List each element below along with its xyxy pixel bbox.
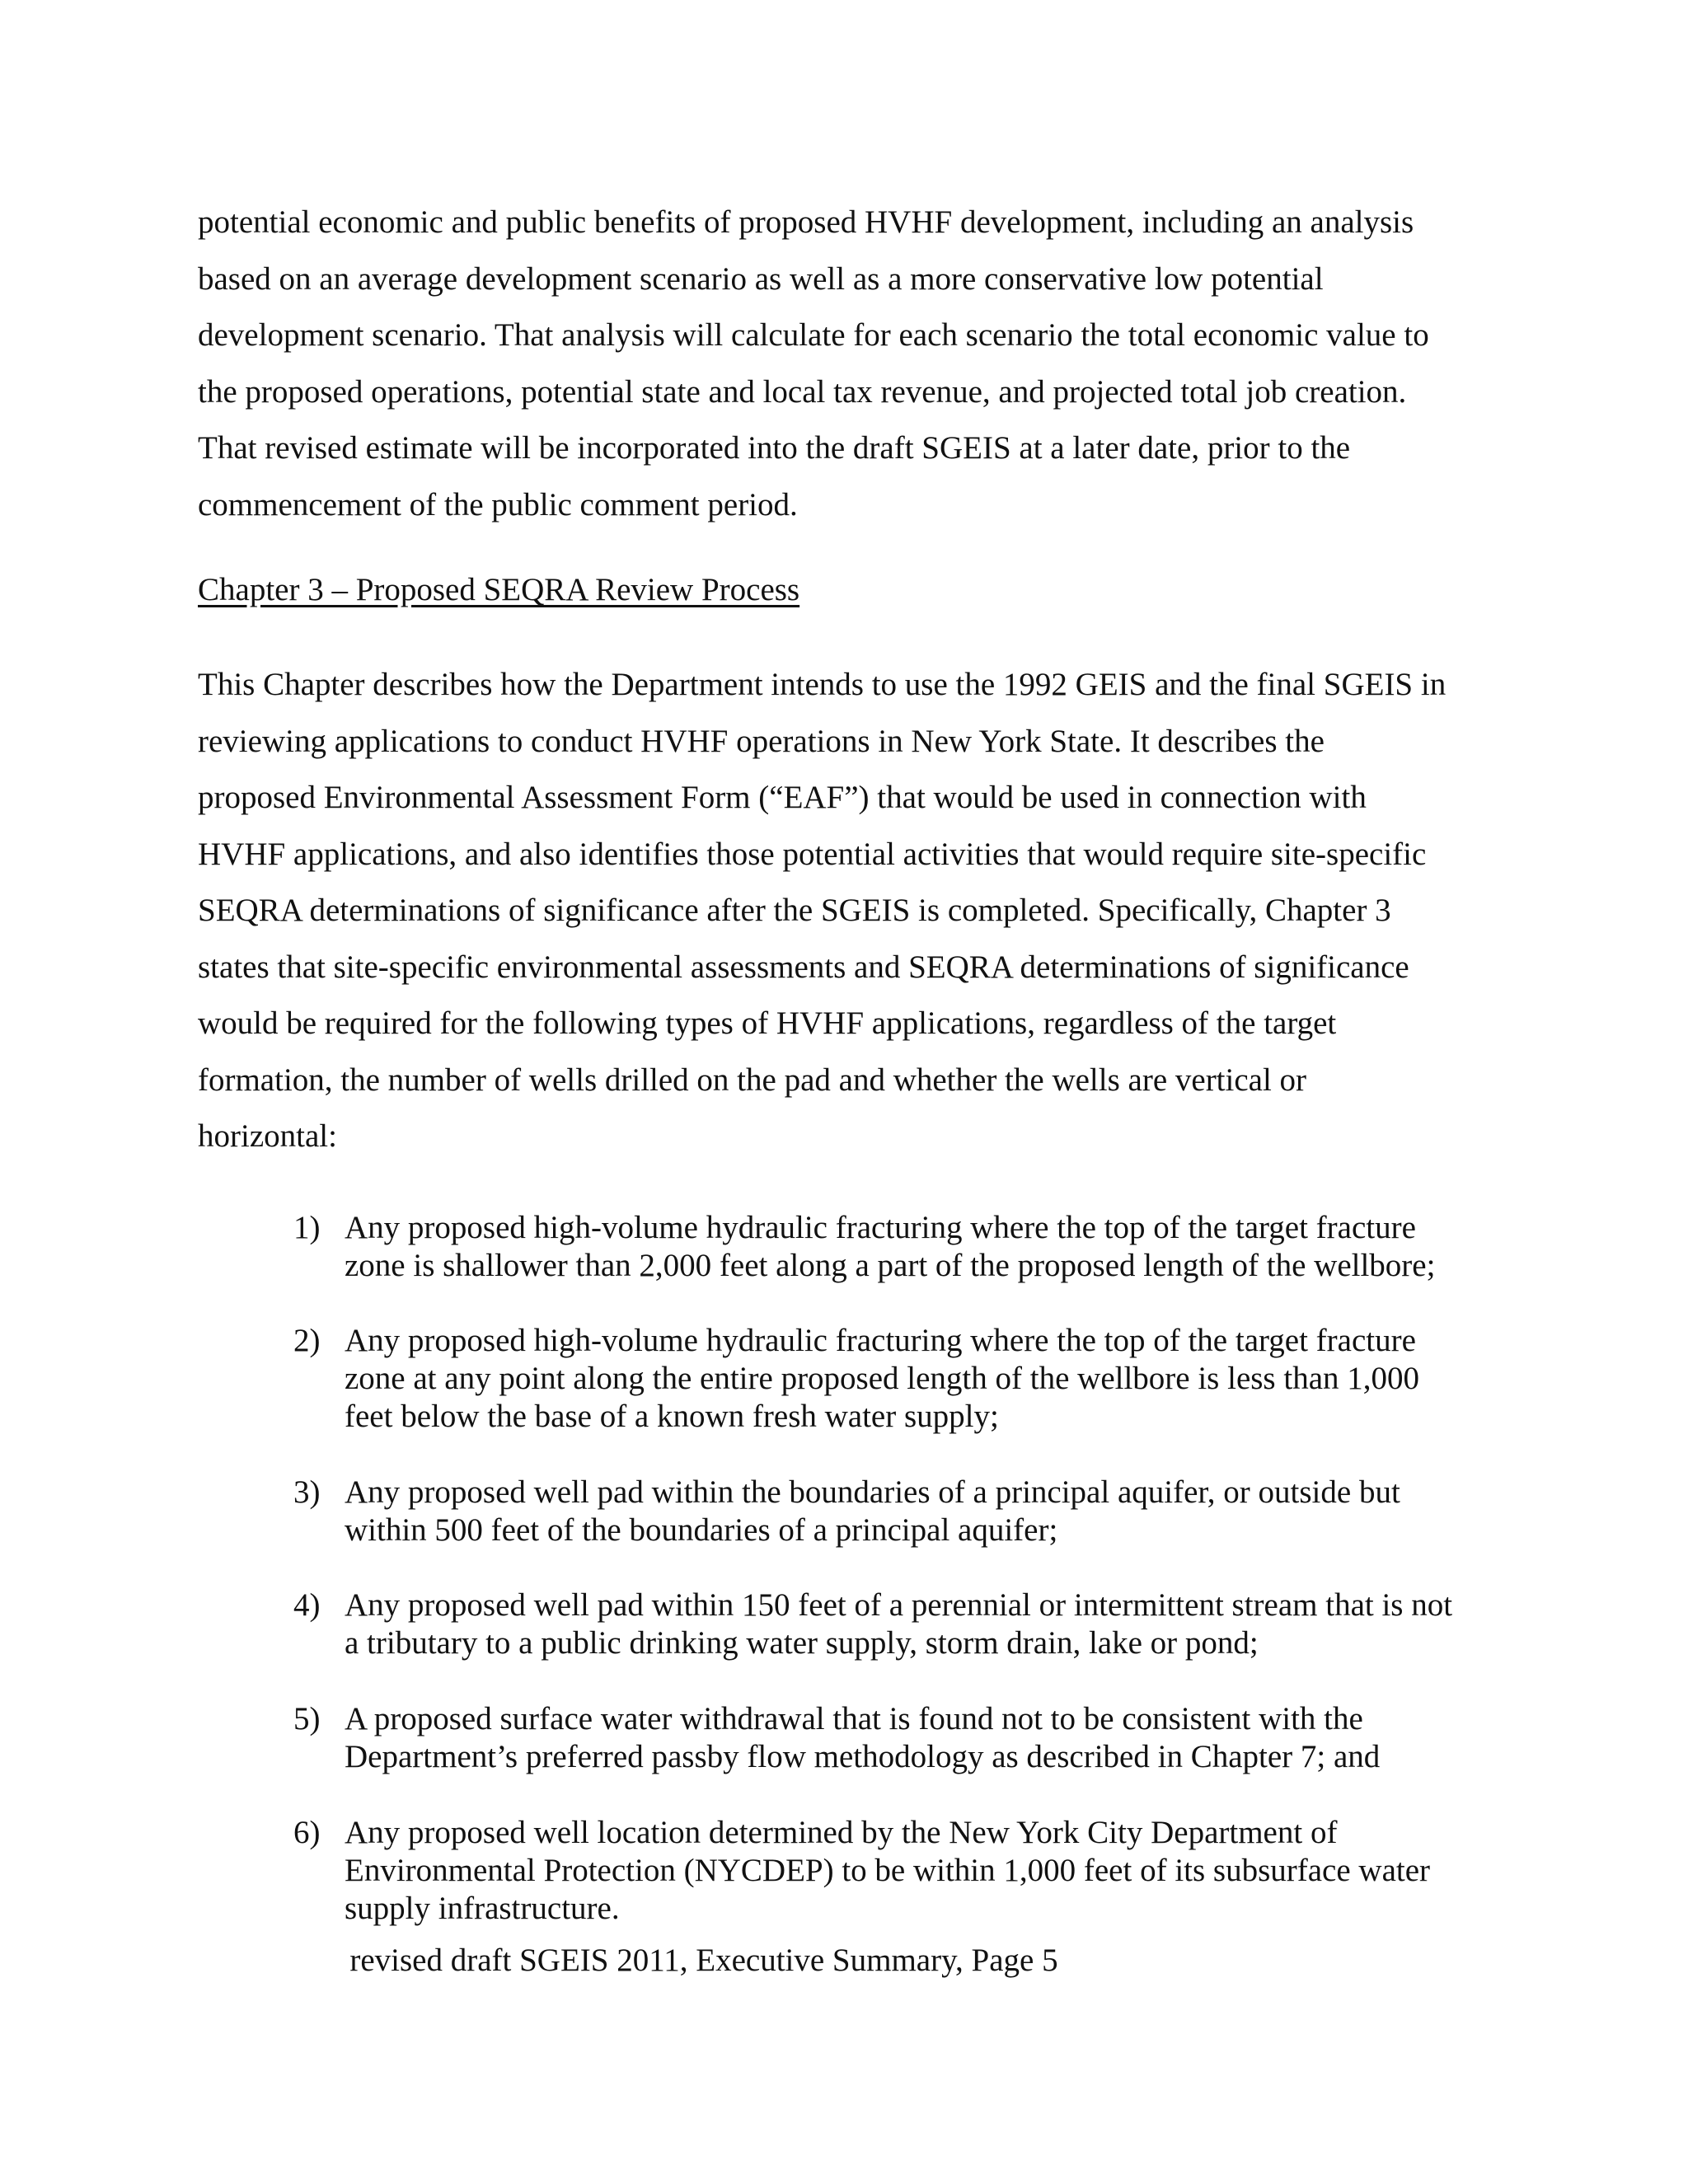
- list-item-number: 2): [293, 1323, 321, 1358]
- intro-line: potential economic and public benefits of proposed HVHF development, including an analysis: [198, 204, 1414, 240]
- intro-line: That revised estimate will be incorporated into the draft SGEIS at a later date, prior to the: [198, 430, 1351, 466]
- list-item-line: A proposed surface water withdrawal that is found not to be consistent with the: [345, 1701, 1363, 1736]
- page-footer: [0, 1941, 1688, 1980]
- chapter-line: states that site-specific environmental assessments and SEQRA determinations of significance: [198, 949, 1409, 985]
- list-item-line: Any proposed well location determined by the New York City Department of: [345, 1815, 1338, 1850]
- list-item-line: Any proposed high-volume hydraulic fracturing where the top of the target fracture: [345, 1323, 1416, 1358]
- list-item-line: Department’s preferred passby flow methodology as described in Chapter 7; and: [345, 1739, 1381, 1774]
- list-item-text: [345, 1322, 1419, 1436]
- list-item-number: 1): [293, 1210, 321, 1245]
- chapter-line: SEQRA determinations of significance after the SGEIS is completed. Specifically, Chapter 3: [198, 893, 1391, 928]
- list-item-text: [345, 1814, 1430, 1928]
- list-item-line: zone at any point along the entire proposed length of the wellbore is less than 1,000: [345, 1361, 1420, 1396]
- list-item-line: a tributary to a public drinking water supply, storm drain, lake or pond;: [345, 1625, 1259, 1661]
- chapter-line: formation, the number of wells drilled on the pad and whether the wells are vertical or: [198, 1062, 1307, 1098]
- chapter-heading: Chapter 3 – Proposed SEQRA Review Process: [198, 572, 800, 607]
- chapter-line: This Chapter describes how the Department intends to use the 1992 GEIS and the final SGEIS in: [198, 667, 1447, 702]
- list-item-number: 5): [293, 1701, 321, 1736]
- list-item-text: [345, 1586, 1452, 1662]
- intro-line: commencement of the public comment period.: [198, 486, 798, 523]
- chapter-line: proposed Environmental Assessment Form (“EAF”) that would be used in connection with: [198, 780, 1367, 815]
- chapter-paragraph: [198, 657, 1500, 1165]
- chapter-line: would be required for the following types of HVHF applications, regardless of the target: [198, 1005, 1337, 1041]
- intro-line: development scenario. That analysis will calculate for each scenario the total economic value to: [198, 317, 1429, 353]
- chapter-line: reviewing applications to conduct HVHF operations in New York State. It describes the: [198, 723, 1325, 759]
- list-item-line: Environmental Protection (NYCDEP) to be within 1,000 feet of its subsurface water: [345, 1853, 1431, 1888]
- chapter-line: HVHF applications, and also identifies those potential activities that would require site-specific: [198, 836, 1427, 872]
- list-item-text: [345, 1209, 1435, 1285]
- list-item-line: Any proposed well pad within 150 feet of a perennial or intermittent stream that is not: [345, 1587, 1453, 1623]
- list-item-text: [345, 1474, 1400, 1549]
- footer-text: revised draft SGEIS 2011, Executive Summary, Page 5: [349, 1943, 1058, 1978]
- list-item-line: within 500 feet of the boundaries of a principal aquifer;: [345, 1512, 1058, 1548]
- intro-line: based on an average development scenario as well as a more conservative low potential: [198, 260, 1324, 297]
- list-item-number: 6): [293, 1815, 321, 1850]
- list-item-line: zone is shallower than 2,000 feet along a part of the proposed length of the wellbore;: [345, 1248, 1436, 1283]
- list-item-line: feet below the base of a known fresh water supply;: [345, 1399, 999, 1434]
- list-item-line: Any proposed well pad within the boundaries of a principal aquifer, or outside but: [345, 1474, 1400, 1510]
- list-item-text: [345, 1700, 1380, 1776]
- list-item-number: 3): [293, 1474, 321, 1510]
- list-item-line: Any proposed high-volume hydraulic fracturing where the top of the target fracture: [345, 1210, 1416, 1245]
- intro-paragraph: [198, 194, 1500, 533]
- chapter-line: horizontal:: [198, 1118, 337, 1154]
- list-item-number: 4): [293, 1587, 321, 1623]
- intro-line: the proposed operations, potential state and local tax revenue, and projected total job creation.: [198, 373, 1407, 410]
- list-item-line: supply infrastructure.: [345, 1891, 620, 1926]
